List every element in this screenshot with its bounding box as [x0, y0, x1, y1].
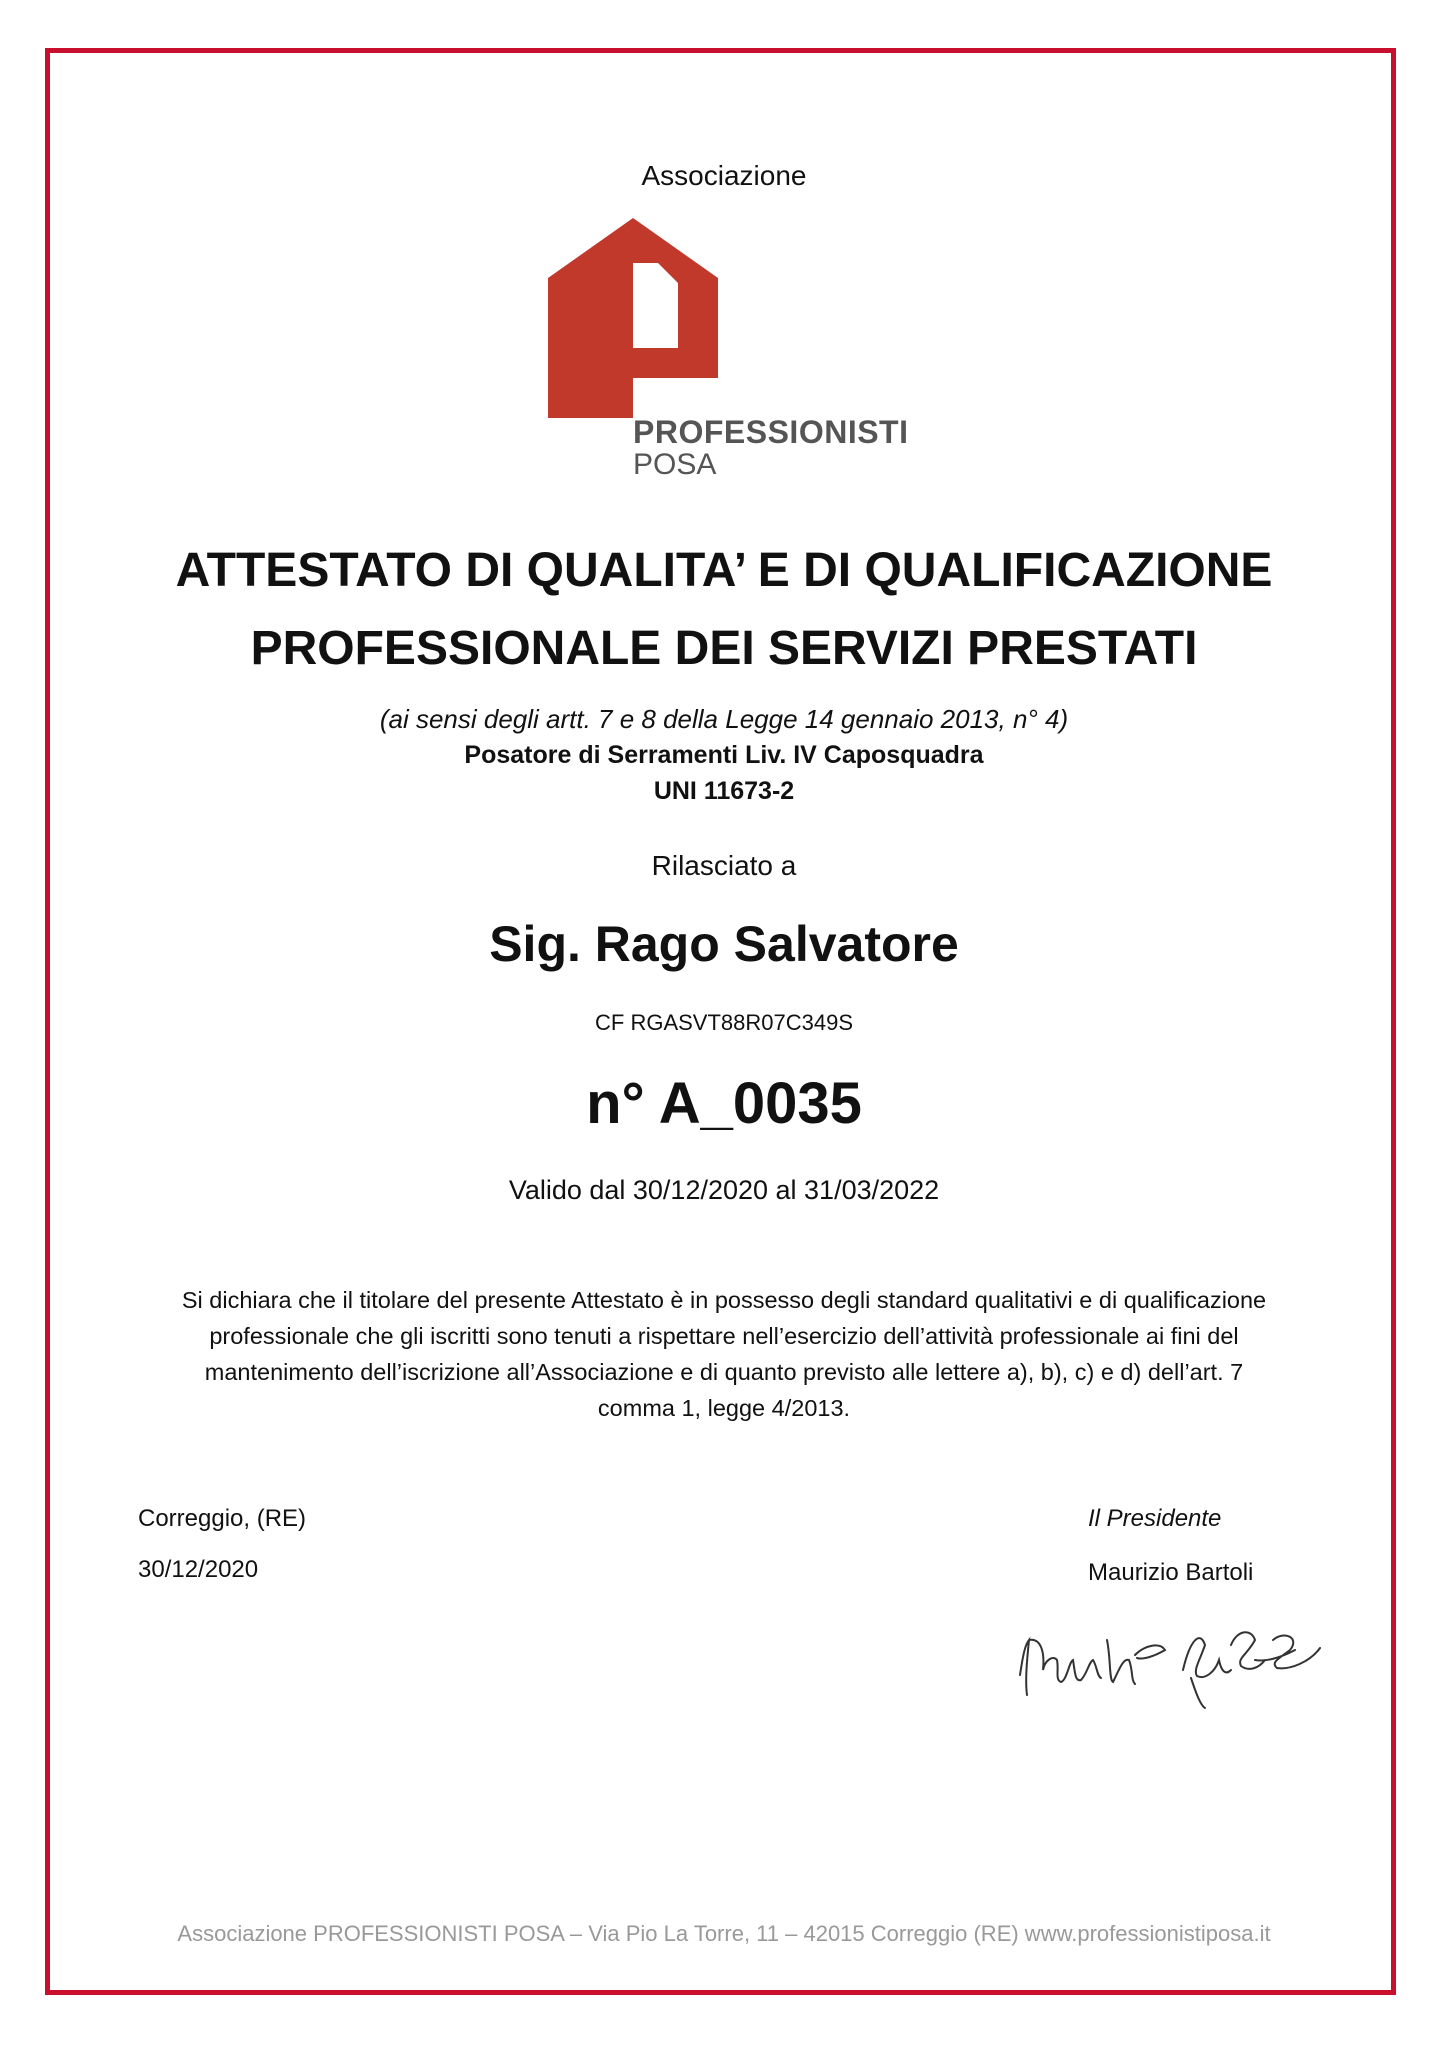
professional-role: Posatore di Serramenti Liv. IV Caposquadra — [464, 741, 984, 769]
certificate-title — [0, 532, 1448, 688]
issue-date: 30/12/2020 — [138, 1556, 259, 1583]
declaration-line: professionale che gli iscritti sono tenuti a rispettare nell’esercizio dell’attività professionale ai fini del — [209, 1323, 1239, 1349]
handwritten-signature — [1015, 1600, 1335, 1710]
house-logo-icon — [548, 218, 718, 418]
declaration-line: comma 1, legge 4/2013. — [597, 1395, 851, 1421]
president-title: Il Presidente — [1088, 1505, 1222, 1532]
logo-text-posa: POSA — [633, 448, 717, 481]
association-label: Associazione — [641, 160, 807, 191]
legal-reference: (ai sensi degli artt. 7 e 8 della Legge 14 gennaio 2013, n° 4) — [379, 704, 1069, 734]
certificate-number: n° A_0035 — [586, 1071, 862, 1136]
president-name: Maurizio Bartoli — [1088, 1559, 1254, 1586]
declaration-text — [150, 1282, 1298, 1426]
title-line-1: ATTESTATO DI QUALITA’ E DI QUALIFICAZIONE — [175, 544, 1273, 597]
issue-place: Correggio, (RE) — [138, 1505, 307, 1532]
recipient-name: Sig. Rago Salvatore — [489, 916, 959, 972]
logo-text-professionisti: PROFESSIONISTI — [633, 414, 909, 450]
declaration-line: Si dichiara che il titolare del presente Attestato è in possesso degli standard qualitativi e di qualificazione — [181, 1287, 1267, 1313]
declaration-line: mantenimento dell’iscrizione all’Associazione e di quanto previsto alle lettere a), b), c) e d) dell’art. 7 — [204, 1359, 1244, 1385]
issued-to-label: Rilasciato a — [651, 850, 797, 881]
footer-address: Associazione PROFESSIONISTI POSA – Via Pio La Torre, 11 – 42015 Correggio (RE) www.professionistiposa.it — [177, 1921, 1271, 1946]
title-line-2: PROFESSIONALE DEI SERVIZI PRESTATI — [250, 622, 1198, 675]
fiscal-code: CF RGASVT88R07C349S — [595, 1010, 853, 1035]
validity-period: Valido dal 30/12/2020 al 31/03/2022 — [508, 1175, 940, 1205]
standard-code: UNI 11673-2 — [653, 777, 795, 805]
